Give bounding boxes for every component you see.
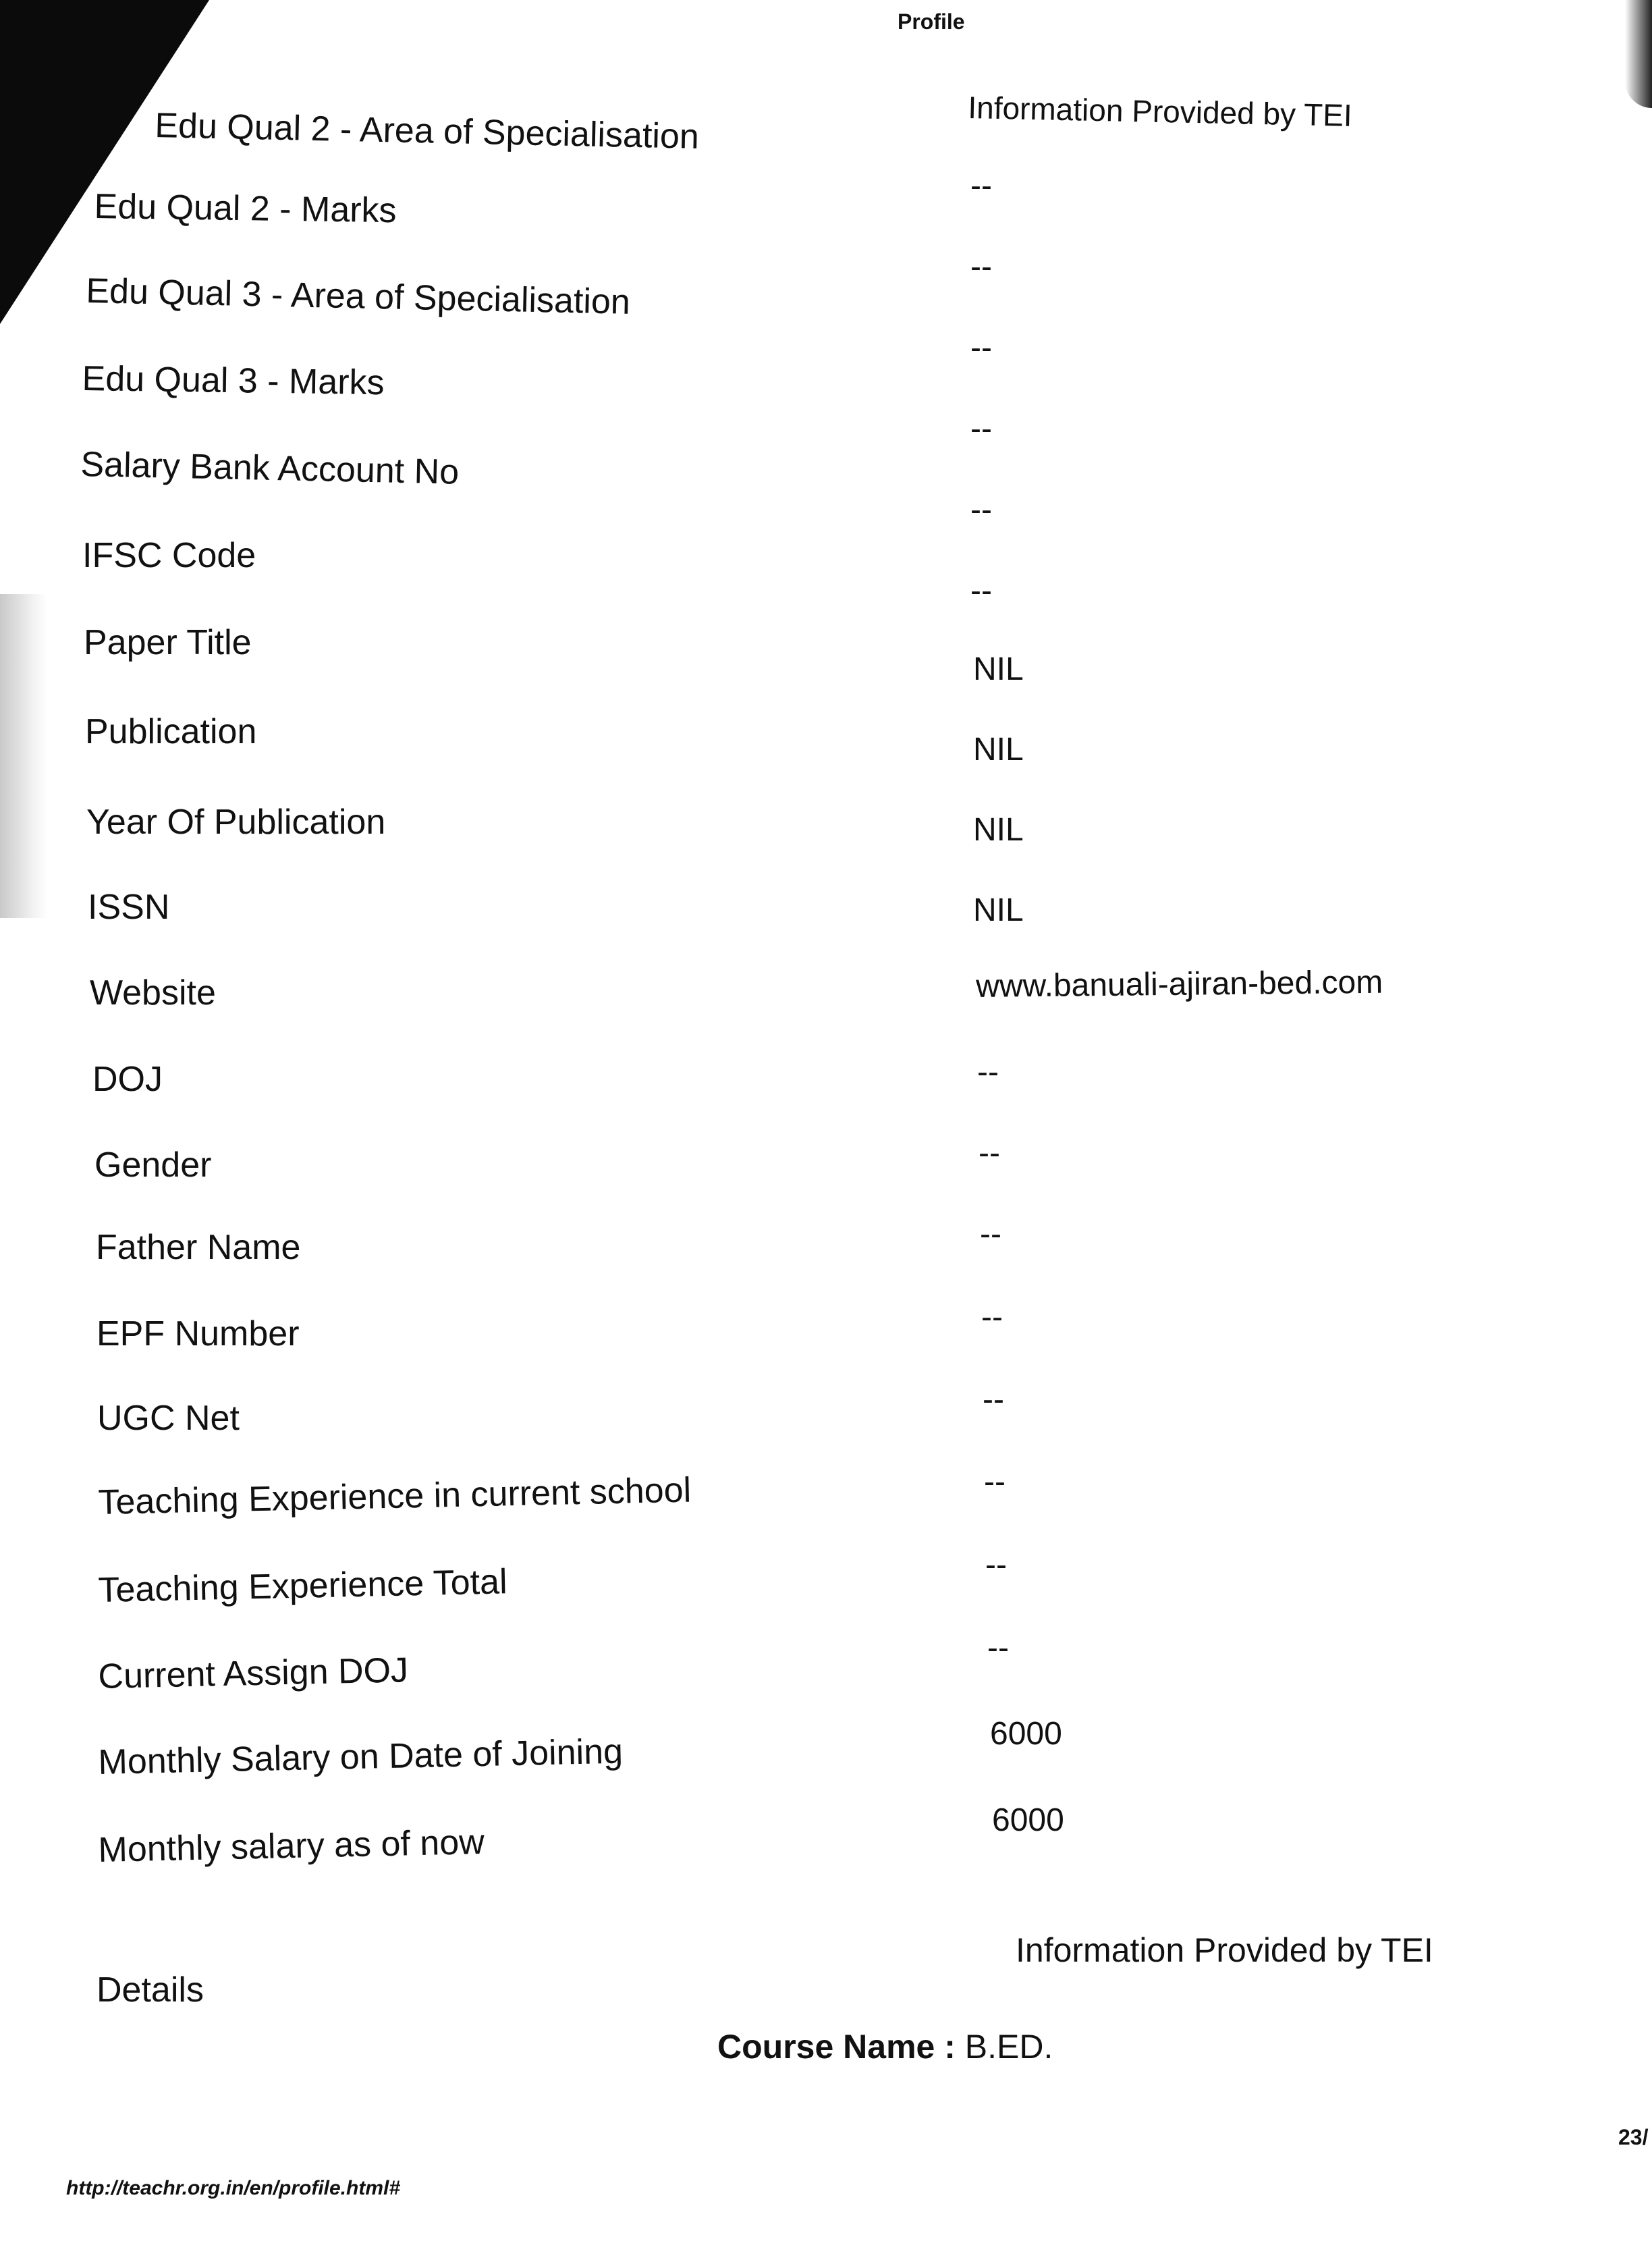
field-value: -- [970, 168, 992, 204]
field-label: Website [90, 973, 216, 1013]
course-name-label: Course Name : [717, 2028, 956, 2066]
field-value: -- [987, 1630, 1009, 1666]
field-value: -- [970, 492, 992, 528]
field-value: NIL [973, 732, 1024, 768]
course-name [717, 2027, 1053, 2066]
field-value: -- [970, 249, 992, 285]
details-label: Details [97, 1970, 204, 2010]
field-label: EPF Number [97, 1314, 300, 1353]
field-label: ISSN [88, 888, 170, 927]
field-value: -- [984, 1464, 1006, 1500]
field-label: Father Name [96, 1228, 301, 1267]
field-value: 6000 [992, 1802, 1064, 1838]
page-title: Profile [898, 9, 965, 34]
field-value: -- [981, 1299, 1003, 1335]
field-label: Edu Qual 3 - Marks [82, 359, 385, 403]
field-label: Salary Bank Account No [80, 445, 460, 492]
field-label: Edu Qual 2 - Marks [94, 187, 397, 231]
field-label: Edu Qual 3 - Area of Specialisation [85, 271, 631, 322]
details-column-header: Information Provided by TEI [1016, 1931, 1433, 1969]
field-label: DOJ [92, 1060, 163, 1099]
course-name-value: B.ED. [964, 2028, 1053, 2066]
field-value: -- [985, 1547, 1007, 1583]
field-label: Year Of Publication [86, 803, 386, 842]
field-value: NIL [973, 892, 1024, 928]
field-label: Paper Title [84, 623, 252, 662]
field-label: UGC Net [97, 1399, 240, 1438]
field-value: -- [979, 1135, 1000, 1171]
field-value: -- [980, 1216, 1001, 1252]
field-label: Gender [94, 1146, 212, 1185]
field-value: -- [970, 411, 992, 447]
field-label: Edu Qual 2 - Area of Specialisation [154, 106, 700, 157]
field-label: IFSC Code [82, 536, 256, 575]
field-value: NIL [973, 812, 1024, 848]
scan-edge-shadow [0, 594, 47, 918]
field-label: Teaching Experience in current school [97, 1470, 692, 1522]
field-value: -- [970, 330, 992, 366]
field-value: -- [970, 573, 992, 609]
page-number: 23/ [1618, 2125, 1649, 2149]
field-label: Monthly salary as of now [97, 1823, 485, 1870]
field-label: Current Assign DOJ [97, 1650, 409, 1696]
field-value: 6000 [990, 1716, 1062, 1752]
field-label: Teaching Experience Total [97, 1562, 508, 1610]
field-value: -- [983, 1382, 1004, 1418]
field-value: -- [977, 1054, 999, 1090]
scan-edge-shadow-right [1625, 0, 1652, 108]
field-label: Publication [85, 712, 257, 751]
column-header: Information Provided by TEI [967, 89, 1353, 133]
footer-url: http://teachr.org.in/en/profile.html# [66, 2177, 401, 2199]
field-label: Monthly Salary on Date of Joining [97, 1731, 624, 1782]
field-value: NIL [973, 651, 1024, 687]
field-value: www.banuali-ajiran-bed.com [975, 964, 1383, 1004]
